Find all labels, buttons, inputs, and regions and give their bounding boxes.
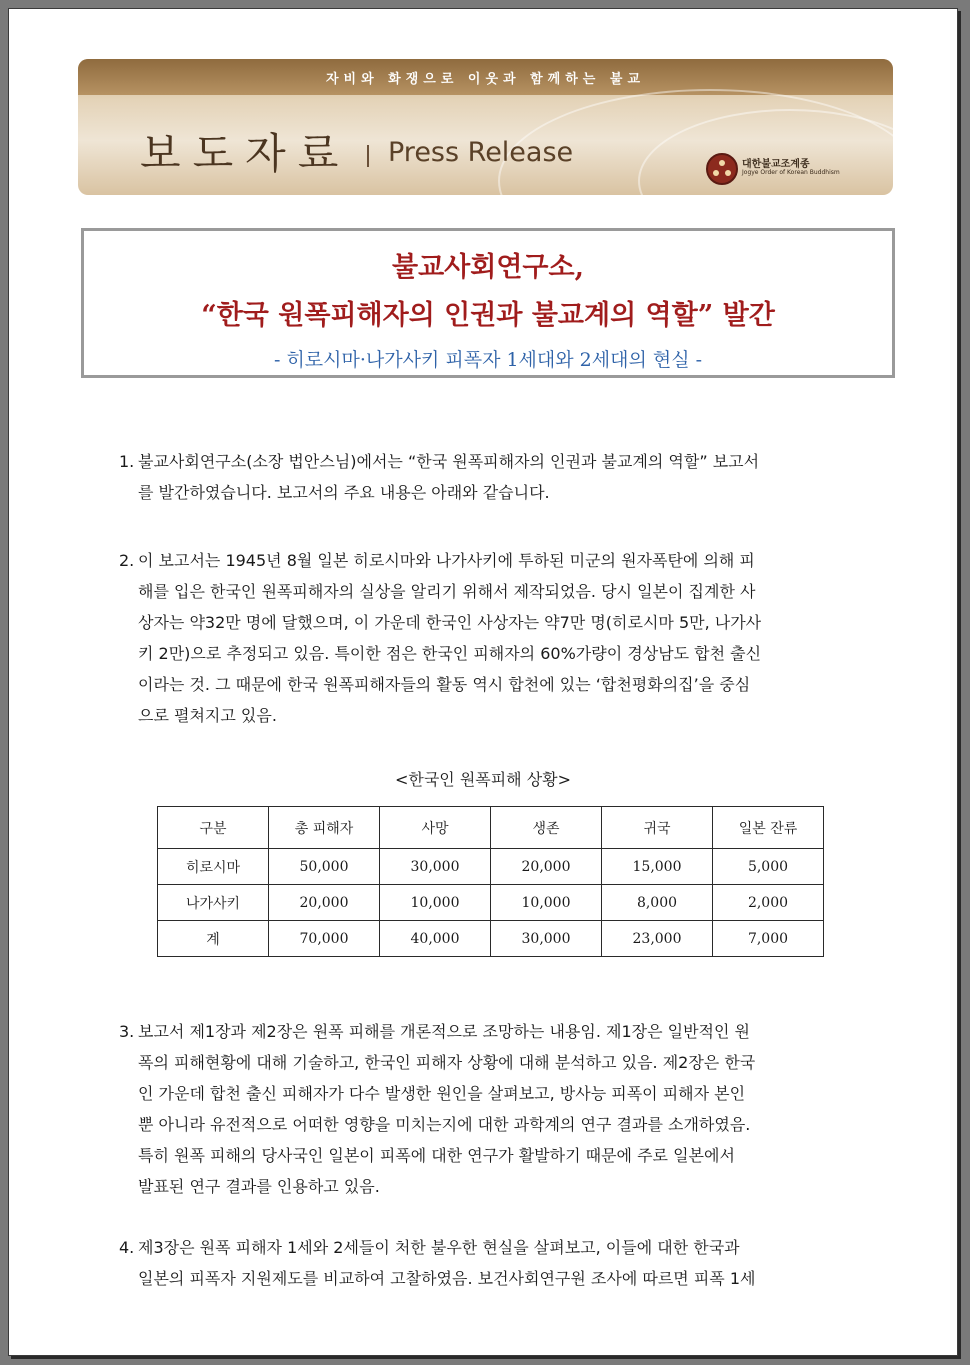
table-cell: 50,000 (269, 849, 380, 885)
banner-title-en: Press Release (388, 137, 574, 168)
paragraph-number: 2. (119, 551, 135, 570)
paragraph-line: 를 발간하였습니다. 보고서의 주요 내용은 아래와 같습니다. (138, 483, 550, 502)
table-caption: <한국인 원폭피해 상황> (394, 770, 572, 789)
document-page (8, 8, 958, 1356)
table-cell: 30,000 (491, 921, 602, 957)
paragraph-line: 이 보고서는 1945년 8월 일본 히로시마와 나가사키에 투하된 미군의 원자폭탄에 의해 피 (138, 551, 755, 570)
table-header-cell: 구분 (158, 807, 269, 849)
table-cell: 70,000 (269, 921, 380, 957)
table-cell: 15,000 (602, 849, 713, 885)
paragraph-4 (119, 1232, 861, 1294)
paragraph-line: 특히 원폭 피해의 당사국인 일본이 피폭에 대한 연구가 활발하기 때문에 주로 일본에서 (138, 1146, 735, 1165)
table-cell: 계 (158, 921, 269, 957)
paragraph-2 (119, 545, 861, 731)
paragraph-line: 인 가운데 합천 출신 피해자가 다수 발생한 원인을 살펴보고, 방사능 피폭이 피해자 본인 (138, 1084, 746, 1103)
table-cell: 30,000 (380, 849, 491, 885)
table-cell: 23,000 (602, 921, 713, 957)
table-row (158, 885, 824, 921)
table-cell: 2,000 (713, 885, 824, 921)
table-cell: 7,000 (713, 921, 824, 957)
table-header-cell: 총 피해자 (269, 807, 380, 849)
three-jewels-icon (706, 153, 738, 185)
paragraph-line: 키 2만)으로 추정되고 있음. 특이한 점은 한국인 피해자의 60%가량이 경상남도 합천 출신 (138, 644, 762, 663)
paragraph-number: 3. (119, 1022, 135, 1041)
paragraph-line: 제3장은 원폭 피해자 1세와 2세들이 처한 불우한 현실을 살펴보고, 이들에 대한 한국과 (138, 1238, 740, 1257)
org-name-en: Jogye Order of Korean Buddhism (742, 169, 840, 176)
banner-divider (367, 145, 369, 167)
table-cell: 40,000 (380, 921, 491, 957)
table-header-cell: 귀국 (602, 807, 713, 849)
paragraph-number: 4. (119, 1238, 135, 1257)
headline-line-1: 불교사회연구소, (392, 252, 584, 283)
paragraph-line: 폭의 피해현황에 대해 기술하고, 한국인 피해자 상황에 대해 분석하고 있음. 제2장은 한국 (138, 1053, 756, 1072)
table-row (158, 849, 824, 885)
table-header-row (158, 807, 824, 849)
table-cell: 10,000 (491, 885, 602, 921)
damage-status-table (157, 806, 824, 957)
table-cell: 10,000 (380, 885, 491, 921)
paragraph-line: 해를 입은 한국인 원폭피해자의 실상을 알리기 위해서 제작되었음. 당시 일본이 집계한 사 (138, 582, 756, 601)
paragraph-line: 뿐 아니라 유전적으로 어떠한 영향을 미치는지에 대한 과학계의 연구 결과를 소개하였음. (138, 1115, 751, 1134)
headline-line-2: “한국 원폭피해자의 인권과 불교계의 역할” 발간 (201, 300, 775, 331)
banner-slogan: 자비와 화쟁으로 이웃과 함께하는 불교 (325, 72, 646, 87)
paragraph-line: 보고서 제1장과 제2장은 원폭 피해를 개론적으로 조망하는 내용임. 제1장은 일반적인 원 (138, 1022, 750, 1041)
press-release-banner (78, 59, 893, 195)
table-header-cell: 일본 잔류 (713, 807, 824, 849)
headline-box (81, 228, 895, 378)
table-header-cell: 사망 (380, 807, 491, 849)
paragraph-number: 1. (119, 452, 135, 471)
paragraph-line: 이라는 것. 그 때문에 한국 원폭피해자들의 활동 역시 합천에 있는 ‘합천평화의집’을 중심 (138, 675, 751, 694)
paragraph-3 (119, 1016, 861, 1202)
table-cell: 5,000 (713, 849, 824, 885)
table-cell: 20,000 (491, 849, 602, 885)
headline-subtitle: - 히로시마·나가사키 피폭자 1세대와 2세대의 현실 - (273, 349, 703, 371)
table-header-cell: 생존 (491, 807, 602, 849)
paragraph-line: 불교사회연구소(소장 법안스님)에서는 “한국 원폭피해자의 인권과 불교계의 역할” 보고서 (138, 452, 760, 471)
table-row (158, 921, 824, 957)
table-cell: 8,000 (602, 885, 713, 921)
banner-top-strip (78, 59, 893, 95)
table-cell: 히로시마 (158, 849, 269, 885)
paragraph-line: 상자는 약32만 명에 달했으며, 이 가운데 한국인 사상자는 약7만 명(히로시마 5만, 나가사 (138, 613, 762, 632)
paragraph-line: 발표된 연구 결과를 인용하고 있음. (138, 1177, 380, 1196)
paragraph-1 (119, 446, 861, 508)
paragraph-line: 으로 펼쳐지고 있음. (138, 706, 277, 725)
table-cell: 나가사키 (158, 885, 269, 921)
banner-title: 보도자료 (140, 129, 351, 178)
table-cell: 20,000 (269, 885, 380, 921)
org-name: 대한불교조계종 (742, 159, 810, 170)
paragraph-line: 일본의 피폭자 지원제도를 비교하여 고찰하였음. 보건사회연구원 조사에 따르면 피폭 1세 (138, 1269, 756, 1288)
